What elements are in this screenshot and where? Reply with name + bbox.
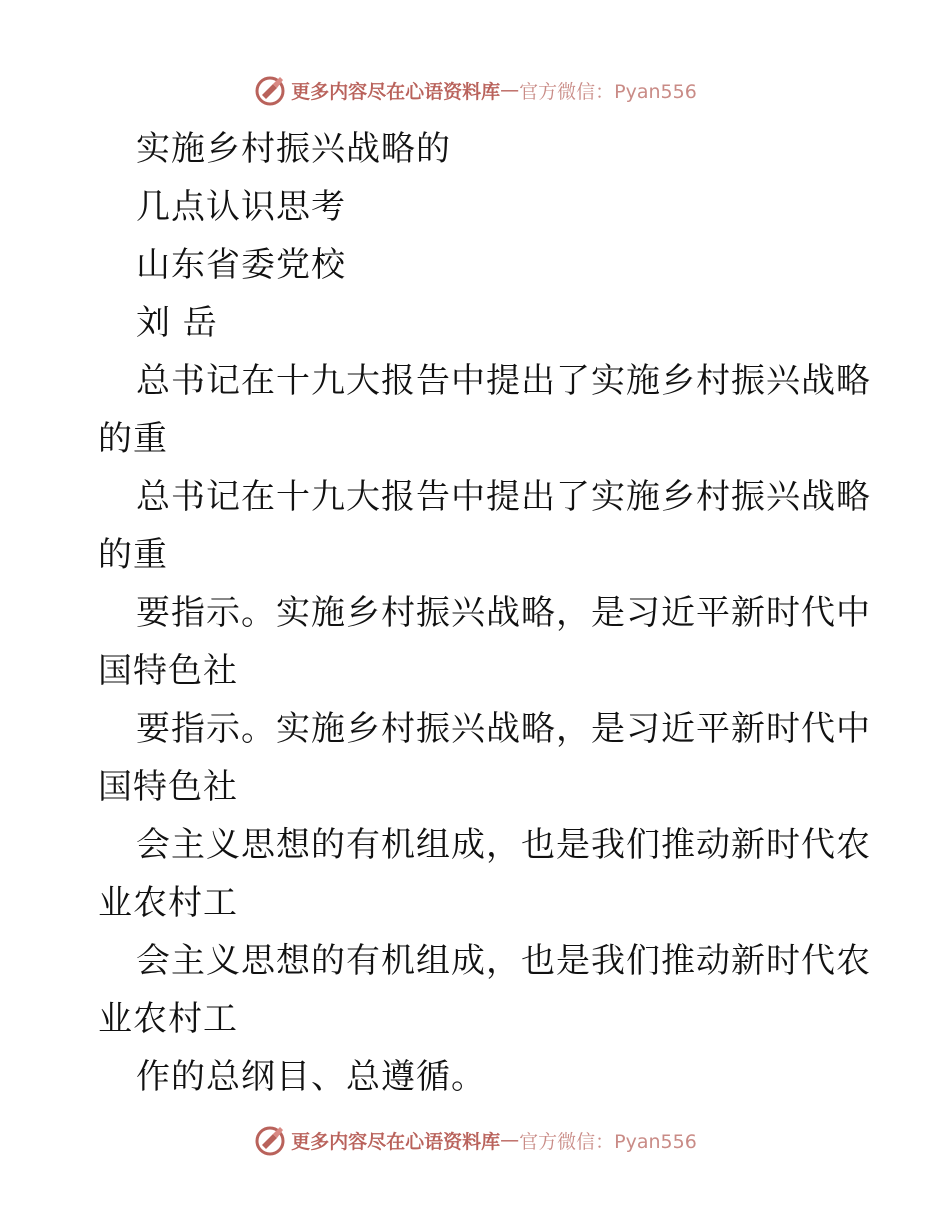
brand-logo-icon bbox=[253, 73, 287, 107]
paragraph-line: 业农村工 bbox=[98, 999, 238, 1039]
watermark-dash: — bbox=[500, 1129, 520, 1151]
paragraph-line: 总书记在十九大报告中提出了实施乡村振兴战略 bbox=[136, 477, 871, 517]
author-affiliation: 山东省委党校 bbox=[136, 245, 346, 285]
watermark-dash: — bbox=[500, 79, 520, 101]
watermark-brand: 更多内容尽在心语资料库 bbox=[291, 80, 501, 103]
paragraph-line: 国特色社 bbox=[98, 767, 238, 807]
watermark-wechat: 官方微信：Pyan556 bbox=[519, 80, 697, 103]
paragraph-line: 要指示。实施乡村振兴战略，是习近平新时代中 bbox=[136, 593, 871, 633]
title-line-2: 几点认识思考 bbox=[136, 187, 346, 227]
paragraph-line: 国特色社 bbox=[98, 651, 238, 691]
paragraph-line: 要指示。实施乡村振兴战略，是习近平新时代中 bbox=[136, 709, 871, 749]
watermark-wechat: 官方微信：Pyan556 bbox=[519, 1130, 697, 1153]
document-body bbox=[98, 120, 871, 1106]
paragraph-line: 作的总纲目、总遵循。 bbox=[136, 1057, 486, 1097]
author-name: 刘 岳 bbox=[136, 303, 218, 343]
footer-watermark bbox=[0, 1120, 950, 1160]
header-watermark bbox=[0, 70, 950, 110]
paragraph-line: 的重 bbox=[98, 535, 168, 575]
brand-logo-icon bbox=[253, 1123, 287, 1157]
paragraph-line: 业农村工 bbox=[98, 883, 238, 923]
paragraph-line: 的重 bbox=[98, 419, 168, 459]
paragraph-line: 总书记在十九大报告中提出了实施乡村振兴战略 bbox=[136, 361, 871, 401]
watermark-brand: 更多内容尽在心语资料库 bbox=[291, 1130, 501, 1153]
title-line-1: 实施乡村振兴战略的 bbox=[136, 129, 451, 169]
paragraph-line: 会主义思想的有机组成，也是我们推动新时代农 bbox=[136, 825, 871, 865]
paragraph-line: 会主义思想的有机组成，也是我们推动新时代农 bbox=[136, 941, 871, 981]
